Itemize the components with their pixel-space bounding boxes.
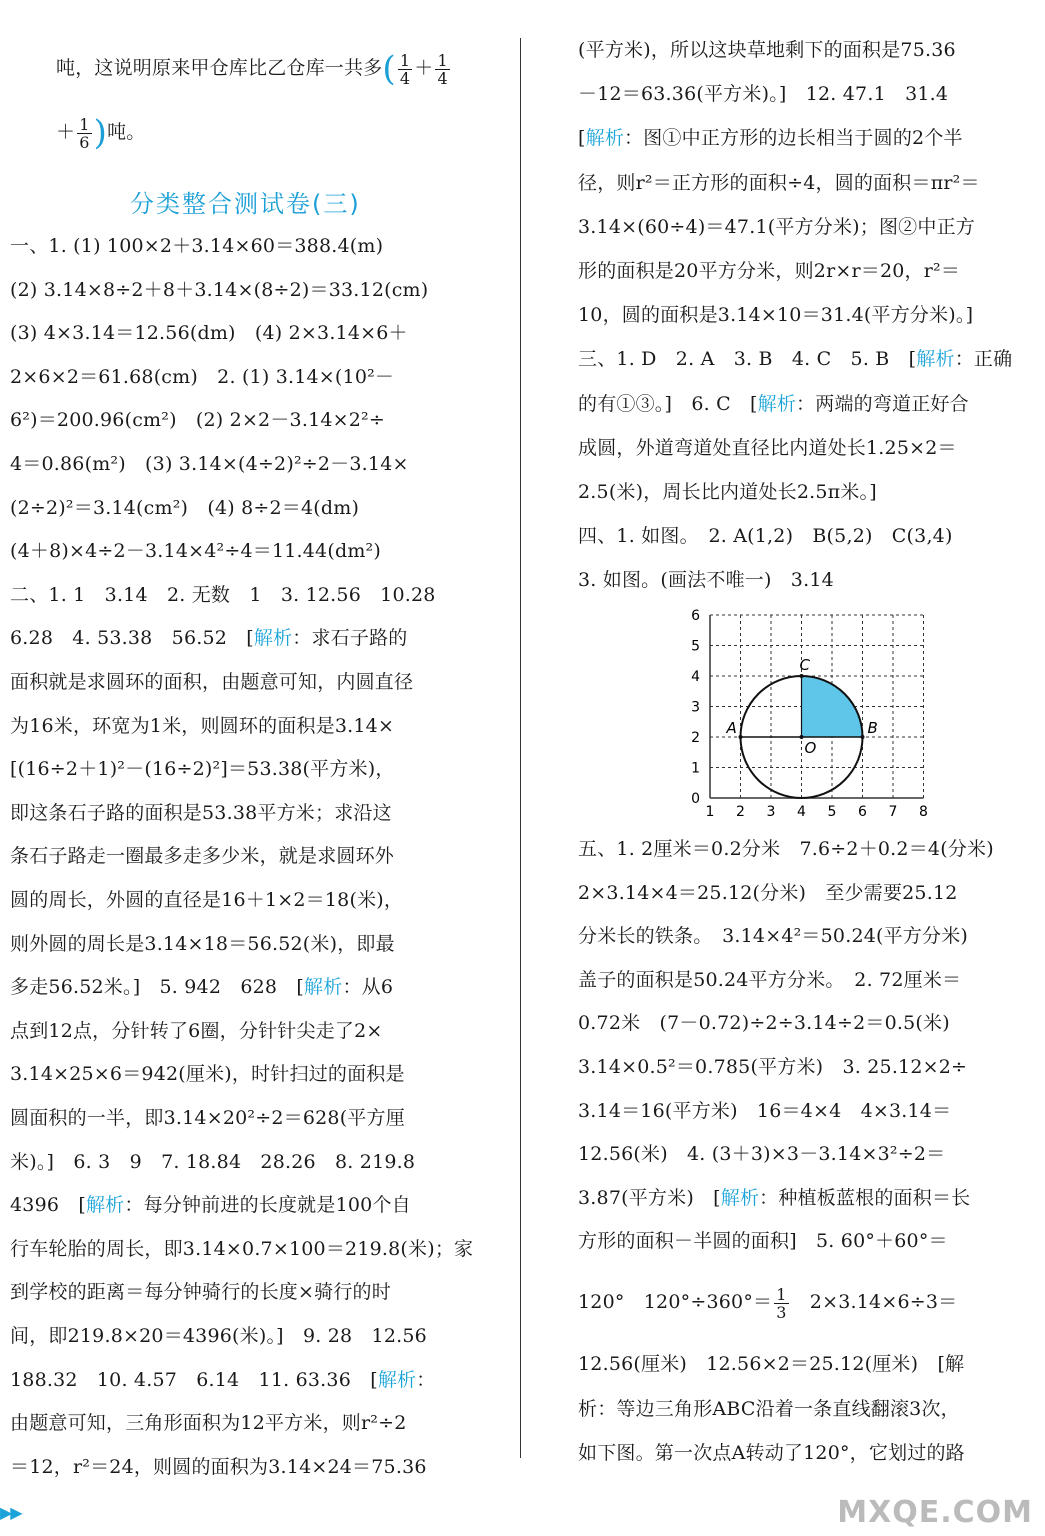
x-tick-label: 5 <box>827 804 837 820</box>
answer-line: 析：等边三角形ABC沿着一条直线翻滚3次， <box>578 1397 960 1420</box>
section-heading: 分类整合测试卷(三) <box>130 190 361 218</box>
answer-line: 3. 如图。(画法不唯一) 3.14 <box>578 569 834 592</box>
y-tick-label: 3 <box>691 699 700 716</box>
x-tick-label: 2 <box>736 804 745 820</box>
coordinate-graph <box>660 600 940 825</box>
answer-line: [(16÷2＋1)²－(16÷2)²]＝53.38(平方米)， <box>10 758 395 781</box>
answer-line: 由题意可知，三角形面积为12平方米，则r²÷2 <box>10 1412 407 1435</box>
y-tick-label: 0 <box>691 791 700 807</box>
answer-line: 3.87(平方米) [解析：种植板蓝根的面积＝长 <box>578 1186 971 1209</box>
x-tick-label: 1 <box>705 804 715 820</box>
answer-line: 188.32 10. 4.57 6.14 11. 63.36 [解析： <box>10 1368 436 1391</box>
point-dot <box>800 674 804 678</box>
point-label-C: C <box>799 656 810 674</box>
answer-line: 如下图。第一次点A转动了120°，它划过的路 <box>578 1442 965 1464</box>
x-tick-label: 3 <box>766 804 776 820</box>
page-arrows: ▶▶ <box>0 1503 21 1522</box>
answer-line: 行车轮胎的周长，即3.14×0.7×100＝219.8(米)；家 <box>10 1237 474 1260</box>
answer-line: 圆的周长，外圆的直径是16＋1×2＝18(米)， <box>10 889 404 911</box>
point-dot <box>800 735 804 739</box>
answer-line: 3.14×25×6＝942(厘米)，时针扫过的面积是 <box>10 1063 405 1086</box>
y-tick-label: 6 <box>691 608 700 624</box>
answer-line: 条石子路走一圈最多走多少米，就是求圆环外 <box>10 845 395 868</box>
answer-line: －12＝63.36(平方米)。] 12. 47.1 31.4 <box>578 83 949 106</box>
answer-line: 分米长的铁条。 3.14×4²＝50.24(平方分米) <box>578 925 969 948</box>
y-tick-label: 1 <box>691 760 700 777</box>
answer-line: 12.56(厘米) 12.56×2＝25.12(厘米) [解 <box>578 1353 965 1375</box>
answer-line: 五、1. 2厘米＝0.2分米 7.6÷2＋0.2＝4(分米) <box>578 838 994 860</box>
answer-line: 2.5(米)，周长比内道处长2.5π米。] <box>578 481 877 503</box>
point-label-O: O <box>804 739 817 757</box>
fraction: $\frac{1}{6}$ <box>79 114 90 152</box>
fraction: $\frac{1}{4}$ <box>399 50 411 88</box>
answer-line: 到学校的距离＝每分钟骑行的长度×骑行的时 <box>10 1281 391 1304</box>
column-divider <box>520 38 521 1458</box>
answer-line: 点到12点，分针转了6圈，分针针尖走了2× <box>10 1019 383 1042</box>
answer-line: 圆面积的一半，即3.14×20²÷2＝628(平方厘 <box>10 1107 405 1129</box>
answer-line: 6²)＝200.96(cm²) (2) 2×2－3.14×2²÷ <box>10 409 385 432</box>
y-tick-label: 2 <box>691 730 700 746</box>
answer-line: 6.28 4. 53.38 56.52 [解析：求石子路的 <box>10 627 408 650</box>
answer-line: 3.14×0.5²＝0.785(平方米) 3. 25.12×2÷ <box>578 1056 968 1078</box>
answer-line: 一、1. (1) 100×2＋3.14×60＝388.4(m) <box>10 235 384 257</box>
answer-line: 成圆，外道弯道处直径比内道处长1.25×2＝ <box>578 436 957 459</box>
left-column <box>0 0 520 1536</box>
answer-line: 盖子的面积是50.24平方分米。 2. 72厘米＝ <box>578 968 962 991</box>
answer-line: 四、1. 如图。 2. A(1,2) B(5,2) C(3,4) <box>578 525 953 548</box>
right-column <box>530 0 1045 1536</box>
answer-line: [解析：图①中正方形的边长相当于圆的2个半 <box>578 127 963 150</box>
point-dot <box>861 735 865 739</box>
answer-line: 3.14×(60÷4)＝47.1(平方分米)；图②中正方 <box>578 215 975 238</box>
answer-line: (平方米)，所以这块草地剩下的面积是75.36 <box>578 39 956 61</box>
answer-line: 4396 [解析：每分钟前进的长度就是100个自 <box>10 1194 411 1217</box>
point-label-B: B <box>867 719 878 737</box>
point-dot <box>739 735 743 739</box>
answer-line: 为16米，环宽为1米，则圆环的面积是3.14× <box>10 714 395 737</box>
answer-line: (4＋8)×4÷2－3.14×4²÷4＝11.44(dm²) <box>10 540 381 563</box>
answer-line: (2÷2)²＝3.14(cm²) (4) 8÷2＝4(dm) <box>10 496 360 519</box>
answer-line: 2×3.14×4＝25.12(分米) 至少需要25.12 <box>578 881 958 904</box>
answer-line: 径，则r²＝正方形的面积÷4，圆的面积＝πr²＝ <box>578 171 980 194</box>
fraction-line: 120° 120°÷360°＝ $\frac{1}{3}$ 2×3.14×6÷3＝ <box>578 1284 958 1322</box>
x-tick-label: 6 <box>858 804 867 820</box>
answer-line: 10，圆的面积是3.14×10＝31.4(平方分米)。] <box>578 304 974 327</box>
answer-line: 的有①③。] 6. C [解析：两端的弯道正好合 <box>578 392 969 415</box>
answer-line: 则外圆的周长是3.14×18＝56.52(米)，即最 <box>10 932 395 955</box>
y-tick-label: 4 <box>691 669 700 685</box>
intro-text: 吨，这说明原来甲仓库比乙仓库一共多 <box>56 57 383 79</box>
answer-line: 4＝0.86(m²) (3) 3.14×(4÷2)²÷2－3.14× <box>10 453 409 475</box>
answer-line: 二、1. 1 3.14 2. 无数 1 3. 12.56 10.28 <box>10 583 436 606</box>
answer-line: 面积就是求圆环的面积，由题意可知，内圆直径 <box>10 671 414 693</box>
intro-line-1: 吨，这说明原来甲仓库比乙仓库一共多( $\frac{1}{4}$ ＋ $\frac{1}{4}$ <box>56 49 448 89</box>
fraction: $\frac{1}{4}$ <box>437 50 448 88</box>
x-tick-label: 8 <box>919 804 928 820</box>
x-tick-label: 7 <box>888 804 898 820</box>
answer-line: 2×6×2＝61.68(cm) 2. (1) 3.14×(10²－ <box>10 365 395 388</box>
answer-line: (3) 4×3.14＝12.56(dm) (4) 2×3.14×6＋ <box>10 322 408 345</box>
answer-line: 米)。] 6. 3 9 7. 18.84 28.26 8. 219.8 <box>10 1150 416 1173</box>
intro-line-2: ＋ $\frac{1}{6}$ )吨。 <box>56 113 146 153</box>
answer-line: 多走56.52米。] 5. 942 628 [解析：从6 <box>10 976 394 999</box>
fraction: $\frac{1}{3}$ <box>776 1284 787 1322</box>
answer-line: 方形的面积－半圆的面积] 5. 60°＋60°＝ <box>578 1230 948 1253</box>
answer-line: 12.56(米) 4. (3＋3)×3－3.14×3²÷2＝ <box>578 1143 946 1166</box>
answer-line: 0.72米 (7－0.72)÷2÷3.14÷2＝0.5(米) <box>578 1012 950 1035</box>
answer-line: (2) 3.14×8÷2＋8＋3.14×(8÷2)＝33.12(cm) <box>10 278 429 301</box>
answer-line: 3.14＝16(平方米) 16＝4×4 4×3.14＝ <box>578 1099 952 1122</box>
x-tick-label: 4 <box>797 804 806 820</box>
answer-line: 三、1. D 2. A 3. B 4. C 5. B [解析：正确 <box>578 348 1013 371</box>
answer-line: ＝12，r²＝24，则圆的面积为3.14×24＝75.36 <box>10 1455 427 1478</box>
answer-line: 即这条石子路的面积是53.38平方米；求沿这 <box>10 801 392 824</box>
answer-line: 形的面积是20平方分米，则2r×r＝20，r²＝ <box>578 260 961 282</box>
answer-line: 间，即219.8×20＝4396(米)。] 9. 28 12.56 <box>10 1325 427 1347</box>
watermark: MXQE.COM <box>837 1495 1033 1530</box>
y-tick-label: 5 <box>691 638 700 655</box>
point-label-A: A <box>726 719 737 737</box>
